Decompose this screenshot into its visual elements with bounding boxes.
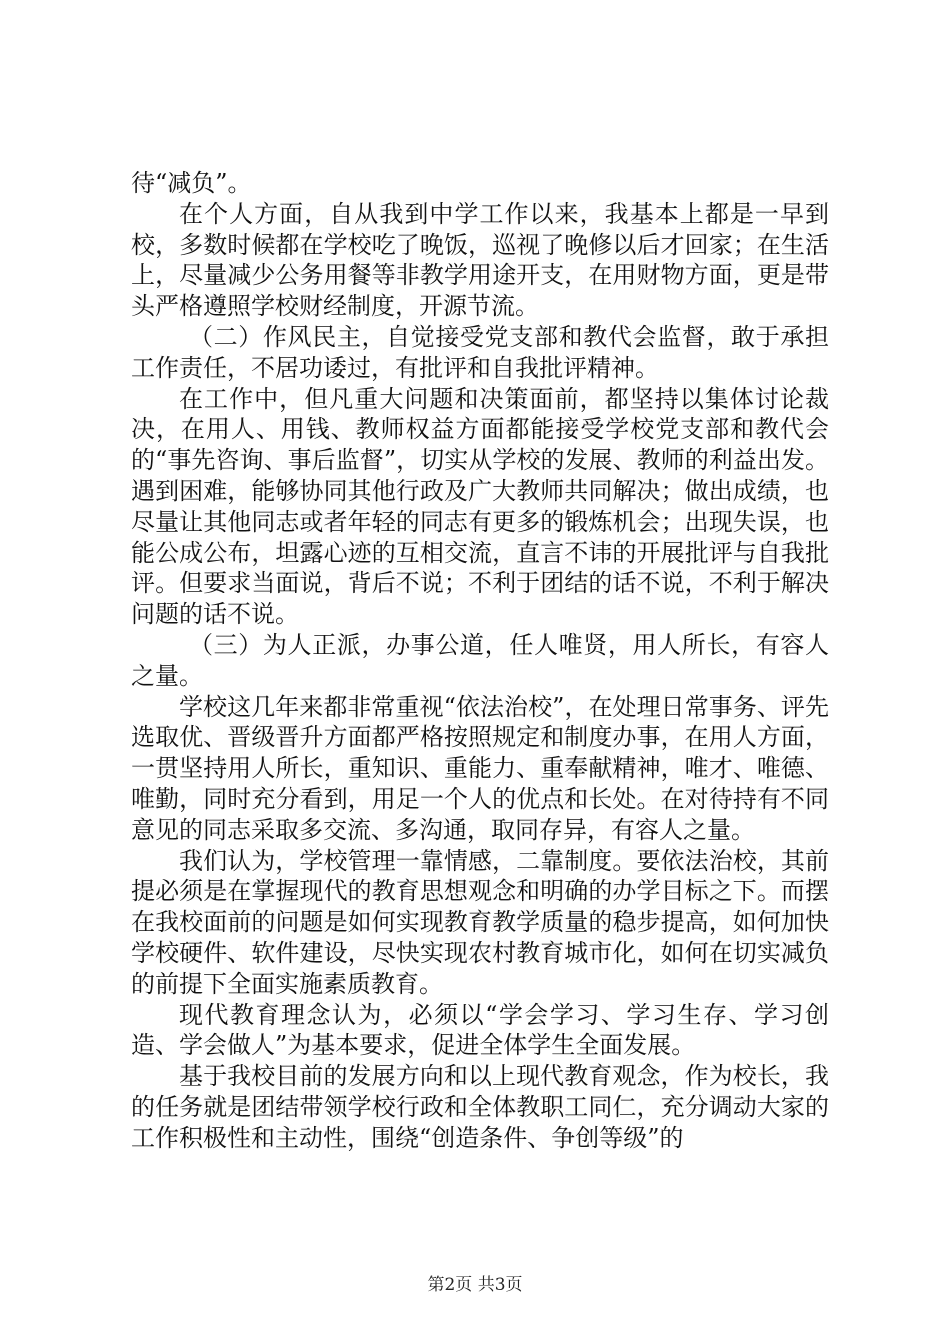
page-footer: 第2页 共3页 xyxy=(427,1275,523,1295)
paragraph-2: 在个人方面，自从我到中学工作以来，我基本上都是一早到校，多数时候都在学校吃了晚饭，巡视了晚修以后才回家；在生活上，尽量减少公务用餐等非教学用途开支，在用财物方面，更是带头严格遵照学校财经制度，开源节流。 xyxy=(131,199,829,321)
document-body xyxy=(131,168,829,1154)
paragraph-1: 待“减负”。 xyxy=(131,169,252,197)
section-heading-3: （三）为人正派，办事公道，任人唯贤，用人所长，有容人之量。 xyxy=(131,630,829,690)
paragraph-7: 基于我校目前的发展方向和以上现代教育观念，作为校长，我的任务就是团结带领学校行政和全体教职工同仁，充分调动大家的工作积极性和主动性，围绕“创造条件、争创等级”的 xyxy=(131,1062,829,1152)
paragraph-5: 我们认为，学校管理一靠情感，二靠制度。要依法治校，其前提必须是在掌握现代的教育思想观念和明确的办学目标之下。而摆在我校面前的问题是如何实现教育教学质量的稳步提高，如何加快学校硬件、软件建设，尽快实现农村教育城市化，如何在切实减负的前提下全面实施素质教育。 xyxy=(131,846,829,998)
paragraph-4: 学校这几年来都非常重视“依法治校”，在处理日常事务、评先选取优、晋级晋升方面都严格按照规定和制度办事，在用人方面，一贯坚持用人所长，重知识、重能力、重奉献精神，唯才、唯德、唯勤，同时充分看到，用足一个人的优点和长处。在对待持有不同意见的同志采取多交流、多沟通，取同存异，有容人之量。 xyxy=(131,692,829,844)
paragraph-3: 在工作中，但凡重大问题和决策面前，都坚持以集体讨论裁决，在用人、用钱、教师权益方面都能接受学校党支部和教代会的“事先咨询、事后监督”，切实从学校的发展、教师的利益出发。遇到困难，能够协同其他行政及广大教师共同解决；做出成绩，也尽量让其他同志或者年轻的同志有更多的锻炼机会；出现失误，也能公成公布，坦露心迹的互相交流，直言不讳的开展批评与自我批评。但要求当面说，背后不说；不利于团结的话不说，不利于解决问题的话不说。 xyxy=(131,384,829,629)
section-heading-2: （二）作风民主，自觉接受党支部和教代会监督，敢于承担工作责任，不居功诿过，有批评和自我批评精神。 xyxy=(131,322,829,382)
paragraph-6: 现代教育理念认为，必须以“学会学习、学习生存、学习创造、学会做人”为基本要求，促进全体学生全面发展。 xyxy=(131,1000,829,1060)
